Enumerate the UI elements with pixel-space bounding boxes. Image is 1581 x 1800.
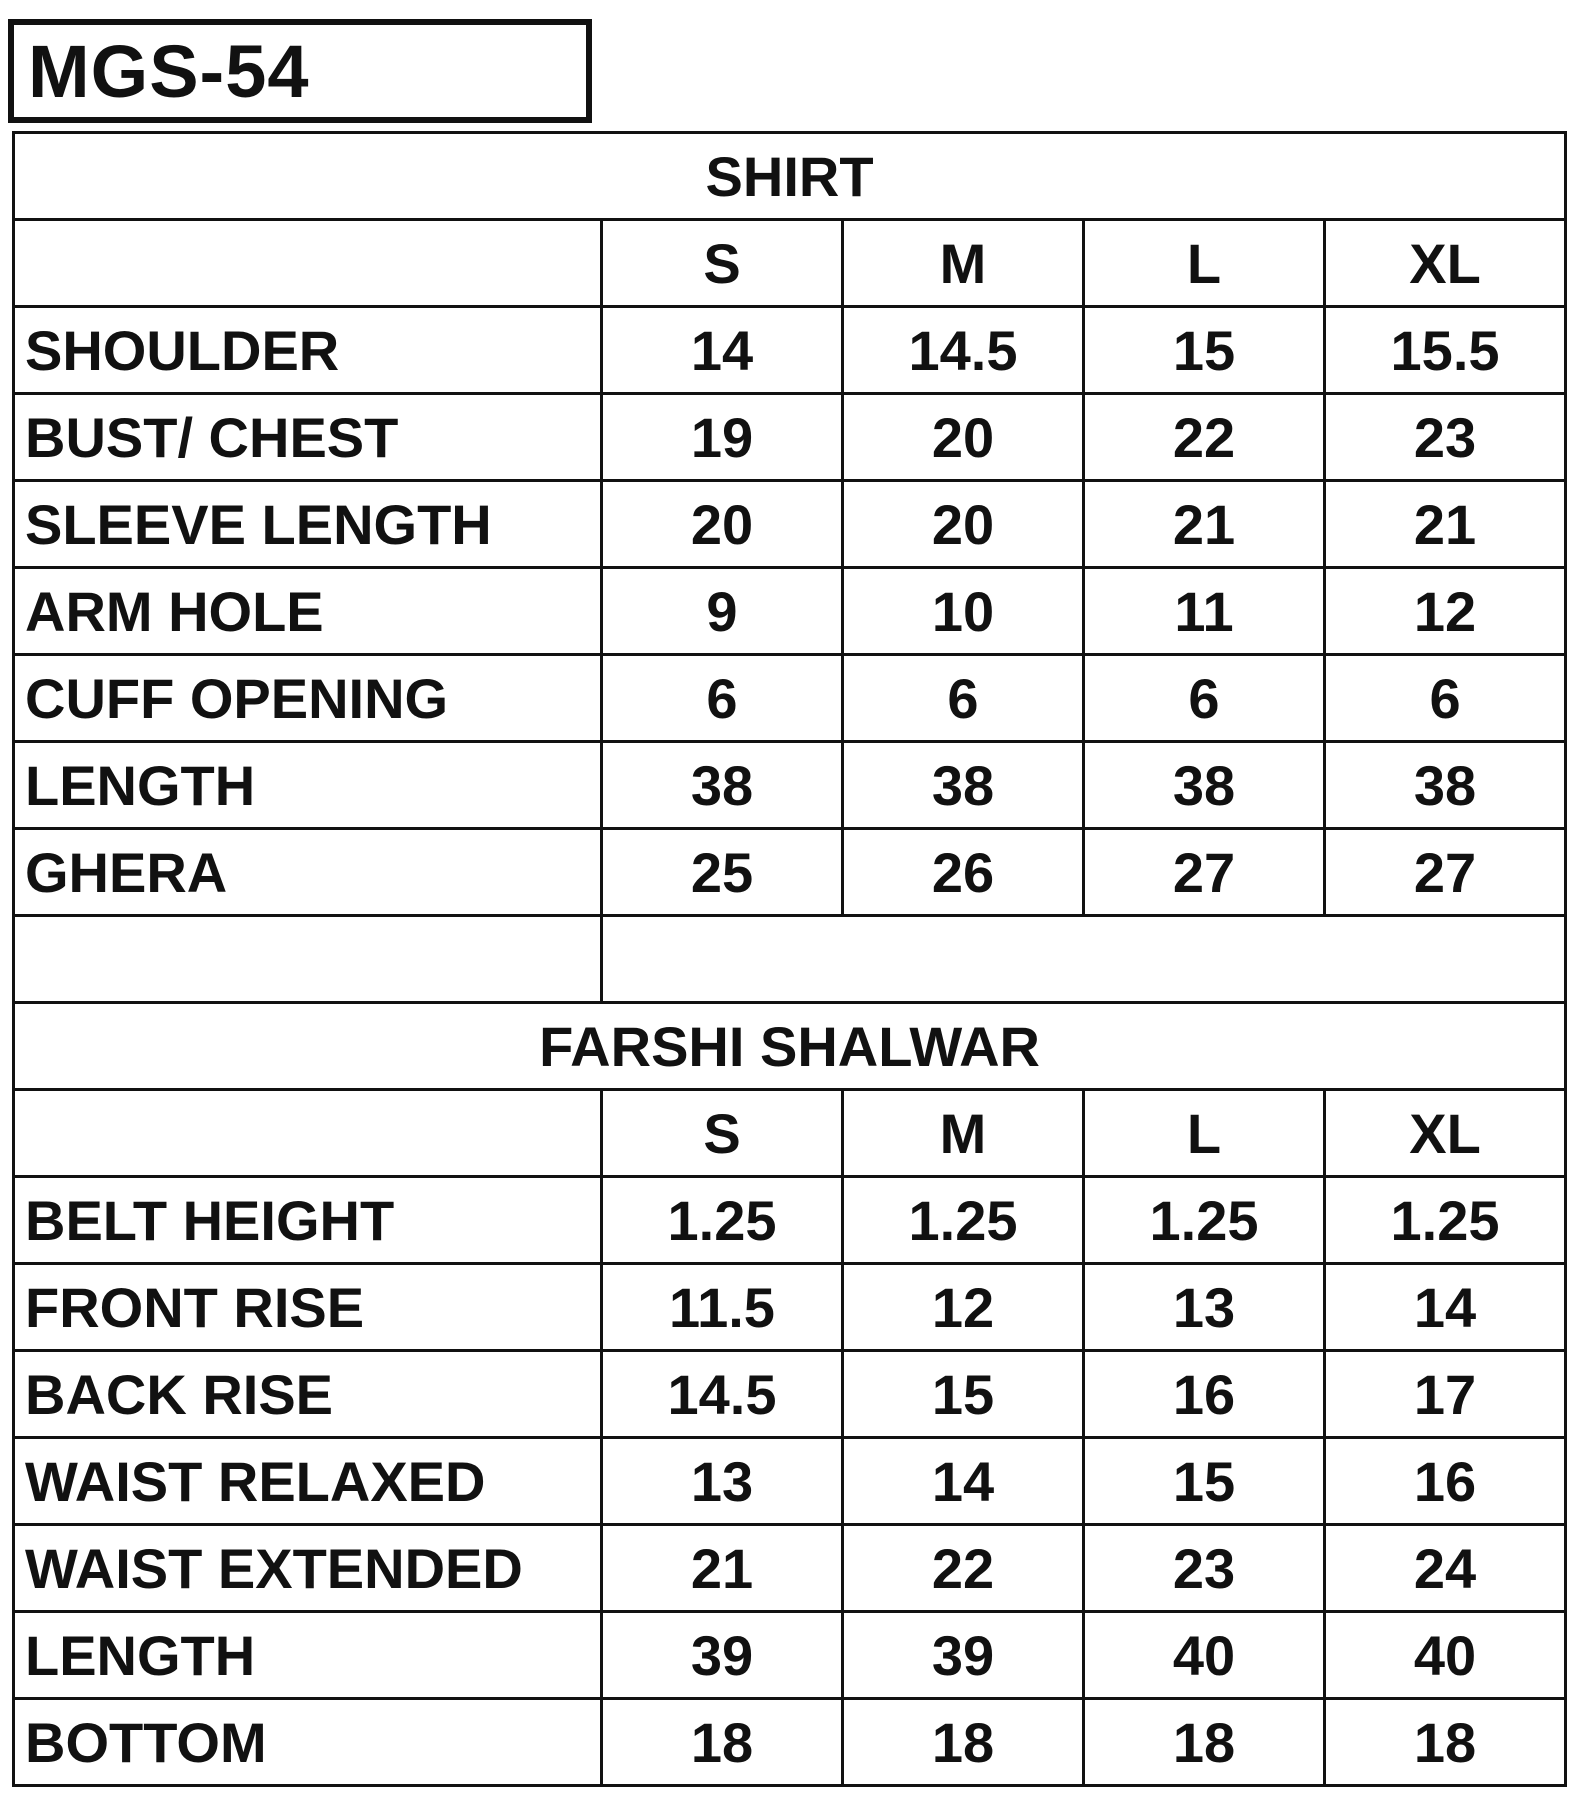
measurement-value: 11 <box>1084 568 1325 655</box>
table-row <box>14 655 1566 742</box>
measurement-value: 18 <box>602 1699 843 1786</box>
measurement-value: 14 <box>602 307 843 394</box>
measurement-value: 1.25 <box>1084 1177 1325 1264</box>
measurement-value: 27 <box>1084 829 1325 916</box>
measurement-value: 11.5 <box>602 1264 843 1351</box>
size-header-s: S <box>602 220 843 307</box>
size-header-m: M <box>843 220 1084 307</box>
measurement-value: 16 <box>1084 1351 1325 1438</box>
measurement-value: 15 <box>843 1351 1084 1438</box>
shalwar-title-row <box>14 1003 1566 1090</box>
measurement-value: 15 <box>1084 1438 1325 1525</box>
measurement-value: 38 <box>602 742 843 829</box>
measurement-label: LENGTH <box>14 742 602 829</box>
measurement-value: 1.25 <box>602 1177 843 1264</box>
measurement-label: ARM HOLE <box>14 568 602 655</box>
measurement-value: 20 <box>843 394 1084 481</box>
measurement-value: 6 <box>602 655 843 742</box>
measurement-value: 12 <box>1325 568 1566 655</box>
table-row <box>14 1351 1566 1438</box>
measurement-value: 20 <box>602 481 843 568</box>
measurement-value: 6 <box>1325 655 1566 742</box>
measurement-value: 13 <box>602 1438 843 1525</box>
measurement-label: GHERA <box>14 829 602 916</box>
measurement-value: 12 <box>843 1264 1084 1351</box>
measurement-value: 15 <box>1084 307 1325 394</box>
measurement-value: 15.5 <box>1325 307 1566 394</box>
measurement-value: 38 <box>1084 742 1325 829</box>
measurement-label: SHOULDER <box>14 307 602 394</box>
spacer-cell-left <box>14 916 602 1003</box>
measurement-value: 39 <box>602 1612 843 1699</box>
measurement-value: 9 <box>602 568 843 655</box>
table-row <box>14 1699 1566 1786</box>
measurement-value: 21 <box>1325 481 1566 568</box>
measurement-value: 18 <box>843 1699 1084 1786</box>
measurement-value: 23 <box>1325 394 1566 481</box>
shirt-size-header-row <box>14 220 1566 307</box>
measurement-value: 38 <box>1325 742 1566 829</box>
measurement-value: 27 <box>1325 829 1566 916</box>
spacer-row <box>14 916 1566 1003</box>
measurement-value: 18 <box>1325 1699 1566 1786</box>
measurement-label: BUST/ CHEST <box>14 394 602 481</box>
measurement-value: 6 <box>843 655 1084 742</box>
table-row <box>14 829 1566 916</box>
measurement-value: 16 <box>1325 1438 1566 1525</box>
size-header-l: L <box>1084 1090 1325 1177</box>
header-blank-cell <box>14 220 602 307</box>
size-header-m: M <box>843 1090 1084 1177</box>
size-chart-table <box>12 131 1567 1787</box>
measurement-label: WAIST RELAXED <box>14 1438 602 1525</box>
measurement-value: 22 <box>843 1525 1084 1612</box>
table-row <box>14 742 1566 829</box>
measurement-value: 14.5 <box>843 307 1084 394</box>
size-header-xl: XL <box>1325 1090 1566 1177</box>
size-header-xl: XL <box>1325 220 1566 307</box>
measurement-value: 24 <box>1325 1525 1566 1612</box>
size-header-s: S <box>602 1090 843 1177</box>
measurement-value: 19 <box>602 394 843 481</box>
measurement-value: 23 <box>1084 1525 1325 1612</box>
measurement-label: FRONT RISE <box>14 1264 602 1351</box>
measurement-value: 14 <box>843 1438 1084 1525</box>
measurement-value: 13 <box>1084 1264 1325 1351</box>
measurement-value: 39 <box>843 1612 1084 1699</box>
measurement-value: 18 <box>1084 1699 1325 1786</box>
measurement-label: WAIST EXTENDED <box>14 1525 602 1612</box>
measurement-value: 17 <box>1325 1351 1566 1438</box>
table-row <box>14 394 1566 481</box>
measurement-value: 10 <box>843 568 1084 655</box>
measurement-value: 38 <box>843 742 1084 829</box>
table-row <box>14 1264 1566 1351</box>
measurement-value: 21 <box>1084 481 1325 568</box>
measurement-label: BELT HEIGHT <box>14 1177 602 1264</box>
measurement-value: 1.25 <box>1325 1177 1566 1264</box>
size-chart-body <box>14 133 1566 1786</box>
measurement-label: LENGTH <box>14 1612 602 1699</box>
shirt-title: SHIRT <box>14 133 1566 220</box>
measurement-value: 6 <box>1084 655 1325 742</box>
spacer-cell-right <box>602 916 1566 1003</box>
measurement-label: CUFF OPENING <box>14 655 602 742</box>
measurement-label: BACK RISE <box>14 1351 602 1438</box>
table-row <box>14 307 1566 394</box>
table-row <box>14 568 1566 655</box>
measurement-value: 22 <box>1084 394 1325 481</box>
shalwar-title: FARSHI SHALWAR <box>14 1003 1566 1090</box>
size-header-l: L <box>1084 220 1325 307</box>
measurement-value: 21 <box>602 1525 843 1612</box>
shirt-title-row <box>14 133 1566 220</box>
product-code: MGS-54 <box>8 19 592 123</box>
table-row <box>14 481 1566 568</box>
measurement-label: SLEEVE LENGTH <box>14 481 602 568</box>
measurement-value: 26 <box>843 829 1084 916</box>
measurement-value: 20 <box>843 481 1084 568</box>
header-blank-cell <box>14 1090 602 1177</box>
measurement-value: 40 <box>1325 1612 1566 1699</box>
table-row <box>14 1438 1566 1525</box>
shalwar-size-header-row <box>14 1090 1566 1177</box>
table-row <box>14 1612 1566 1699</box>
table-row <box>14 1177 1566 1264</box>
measurement-label: BOTTOM <box>14 1699 602 1786</box>
measurement-value: 14.5 <box>602 1351 843 1438</box>
table-row <box>14 1525 1566 1612</box>
measurement-value: 40 <box>1084 1612 1325 1699</box>
measurement-value: 25 <box>602 829 843 916</box>
measurement-value: 1.25 <box>843 1177 1084 1264</box>
measurement-value: 14 <box>1325 1264 1566 1351</box>
